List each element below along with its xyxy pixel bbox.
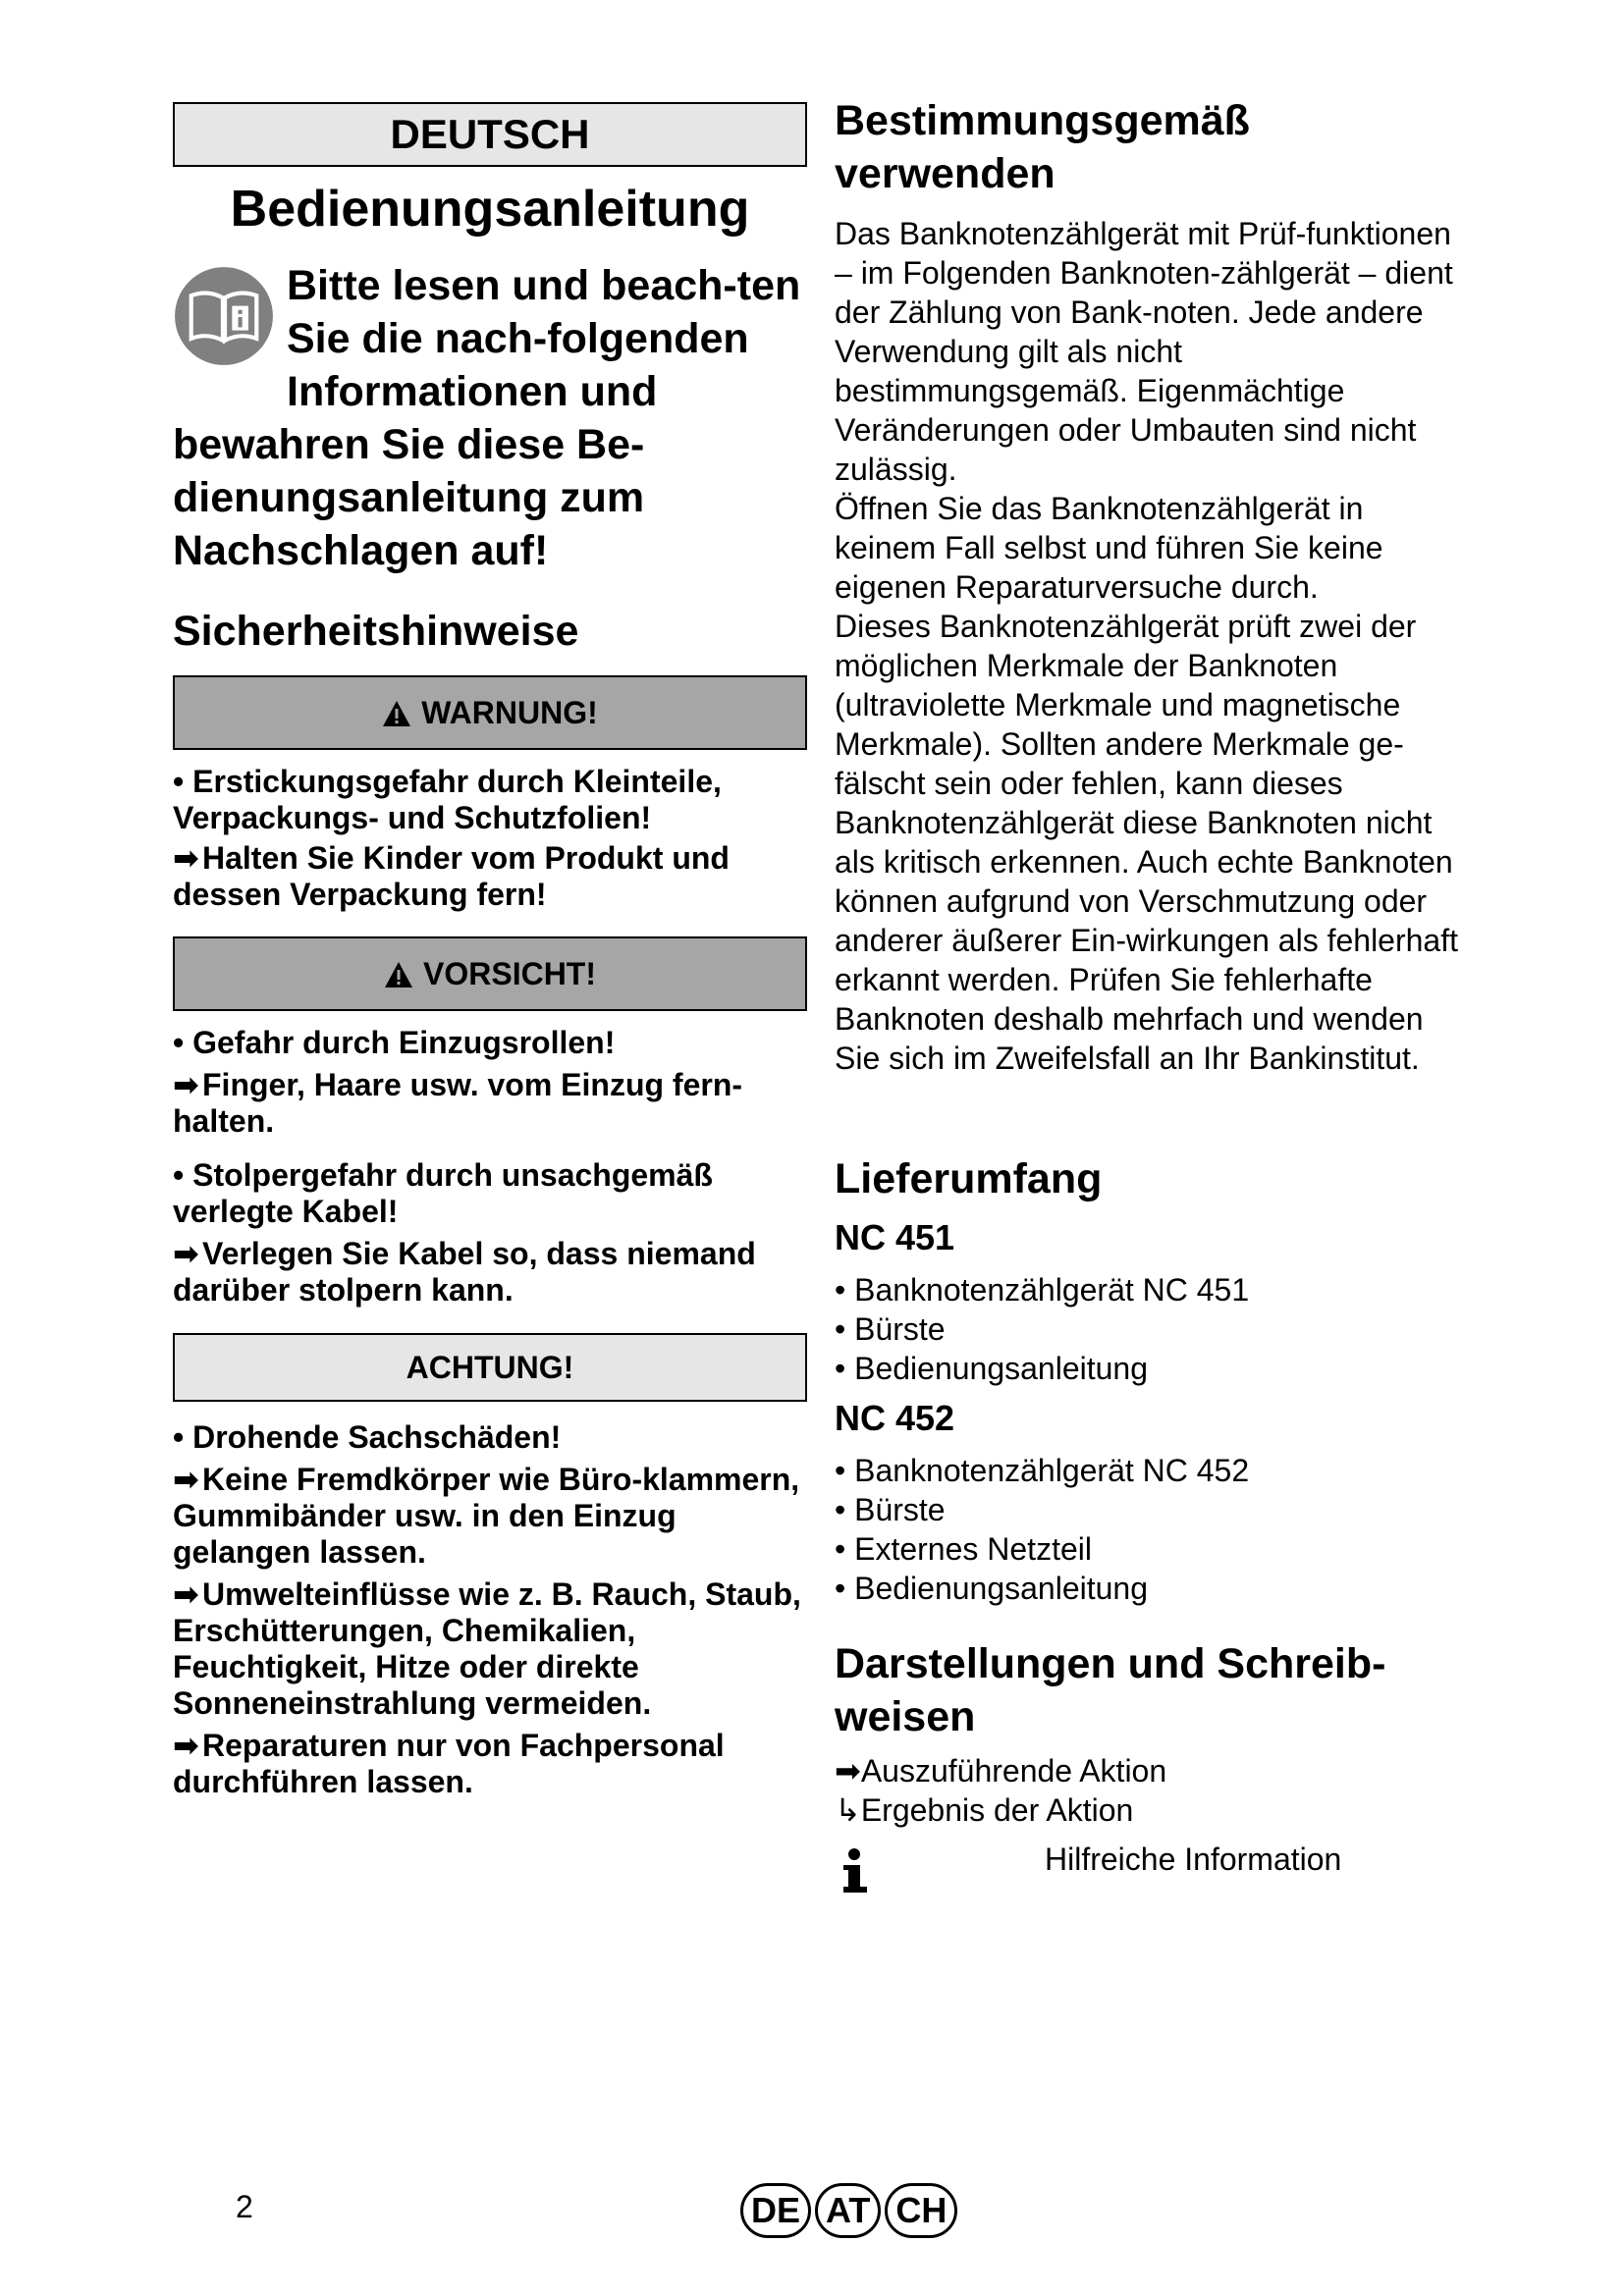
convention-result: Ergebnis der Aktion (860, 1792, 1134, 1828)
warning-label: WARNUNG! (421, 695, 598, 730)
list-item: • Bedienungsanleitung (835, 1351, 1149, 1386)
language-bar: DEUTSCH (173, 102, 807, 167)
intro-notice (173, 259, 807, 577)
action-arrow-icon: ➡ (835, 1753, 861, 1789)
usage-paragraph-2: Öffnen Sie das Banknotenzählgerät in keinem Fall selbst und führen Sie keine eigenen Reparaturversuche durch. (835, 491, 1383, 605)
caution-hazard-2: • Stolpergefahr durch unsachgemäß verlegte Kabel! (173, 1157, 713, 1229)
info-icon (840, 1847, 870, 1896)
nc452-list (835, 1451, 1249, 1608)
warning-triangle-icon (382, 700, 411, 727)
model-nc451-heading: NC 451 (835, 1217, 955, 1257)
page-number: 2 (236, 2189, 253, 2224)
attention-action-3: Reparaturen nur von Fachpersonal durchführen lassen. (173, 1728, 725, 1799)
conventions-heading: Darstellungen und Schreib-weisen (835, 1640, 1386, 1740)
model-nc452-heading: NC 452 (835, 1398, 955, 1438)
safety-heading: Sicherheitshinweise (173, 608, 579, 655)
warning-content (173, 764, 807, 913)
warning-action: Halten Sie Kinder vom Produkt und dessen Verpackung fern! (173, 840, 730, 912)
action-arrow-icon: ➡ (173, 1576, 199, 1612)
action-arrow-icon: ➡ (173, 1067, 199, 1102)
usage-heading: Bestimmungsgemäß verwenden (835, 97, 1250, 197)
country-badge-ch: CH (885, 2183, 957, 2238)
conventions-list (835, 1751, 1473, 1830)
read-manual-icon (173, 265, 275, 367)
action-arrow-icon: ➡ (173, 1236, 199, 1271)
convention-info: Hilfreiche Information (1045, 1842, 1342, 1877)
warning-banner (173, 675, 807, 750)
document-title: Bedienungsanleitung (230, 181, 750, 238)
attention-banner (173, 1333, 807, 1402)
caution-action-2: Verlegen Sie Kabel so, dass niemand darüber stolpern kann. (173, 1236, 756, 1308)
caution-action-1: Finger, Haare usw. vom Einzug fern-halten. (173, 1067, 743, 1139)
usage-paragraph-3: Dieses Banknotenzählgerät prüft zwei der möglichen Merkmale der Banknoten (ultraviolette Merkmale und magnetische Merkmale). Sollten andere Merkmale ge-fälscht sein oder fehlen, kann dieses Banknotenzählgerät diese Banknoten nicht als kritisch erkennen. Auch echte Banknoten können aufgrund von Verschmutzung oder anderer äußerer Ein-wirkungen als fehlerhaft erkannt werden. Prüfen Sie fehlerhafte Banknoten deshalb mehrfach und wenden Sie sich im Zweifelsfall an Ihr Bankinstitut. (835, 609, 1458, 1076)
attention-action-1: Keine Fremdkörper wie Büro-klammern, Gummibänder usw. in den Einzug gelangen lassen. (173, 1462, 800, 1570)
country-badge-de: DE (740, 2183, 811, 2238)
action-arrow-icon: ➡ (173, 840, 199, 876)
usage-text (835, 214, 1473, 1078)
usage-paragraph-1: Das Banknotenzählgerät mit Prüf-funktionen – im Folgenden Banknoten-zählgerät – dient der Zählung von Bank-noten. Jede andere Verwendung gilt als nicht bestimmungsgemäß. Eigenmächtige Veränderungen oder Umbauten sind nicht zulässig. (835, 216, 1453, 487)
warning-hazard: • Erstickungsgefahr durch Kleinteile, Verpackungs- und Schutzfolien! (173, 764, 722, 835)
list-item: • Externes Netzteil (835, 1531, 1092, 1567)
action-arrow-icon: ➡ (173, 1728, 199, 1763)
delivery-heading: Lieferumfang (835, 1155, 1103, 1202)
country-badge-at: AT (815, 2183, 881, 2238)
list-item: • Banknotenzählgerät NC 452 (835, 1453, 1250, 1488)
list-item: • Bedienungsanleitung (835, 1571, 1149, 1606)
country-badges (740, 2183, 957, 2238)
intro-text: Bitte lesen und beach-ten Sie die nach-folgenden Informationen und bewahren Sie diese Be-dienungsanleitung zum Nachschlagen auf! (173, 262, 801, 574)
convention-action: Auszuführende Aktion (860, 1753, 1167, 1789)
attention-action-2: Umwelteinflüsse wie z. B. Rauch, Staub, Erschütterungen, Chemikalien, Feuchtigkeit, Hitze oder direkte Sonneneinstrahlung vermeiden. (173, 1576, 801, 1721)
nc451-list (835, 1270, 1249, 1388)
list-item: • Banknotenzählgerät NC 451 (835, 1272, 1250, 1308)
list-item: • Bürste (835, 1311, 946, 1347)
caution-hazard-1: • Gefahr durch Einzugsrollen! (173, 1025, 616, 1060)
attention-label: ACHTUNG! (406, 1350, 574, 1385)
action-arrow-icon: ➡ (173, 1462, 199, 1497)
result-arrow-icon: ↳ (835, 1792, 861, 1828)
caution-content (173, 1025, 807, 1308)
attention-content (173, 1419, 807, 1800)
caution-label: VORSICHT! (423, 956, 596, 991)
attention-hazard: • Drohende Sachschäden! (173, 1419, 562, 1455)
caution-banner (173, 936, 807, 1011)
list-item: • Bürste (835, 1492, 946, 1527)
caution-triangle-icon (384, 961, 413, 988)
